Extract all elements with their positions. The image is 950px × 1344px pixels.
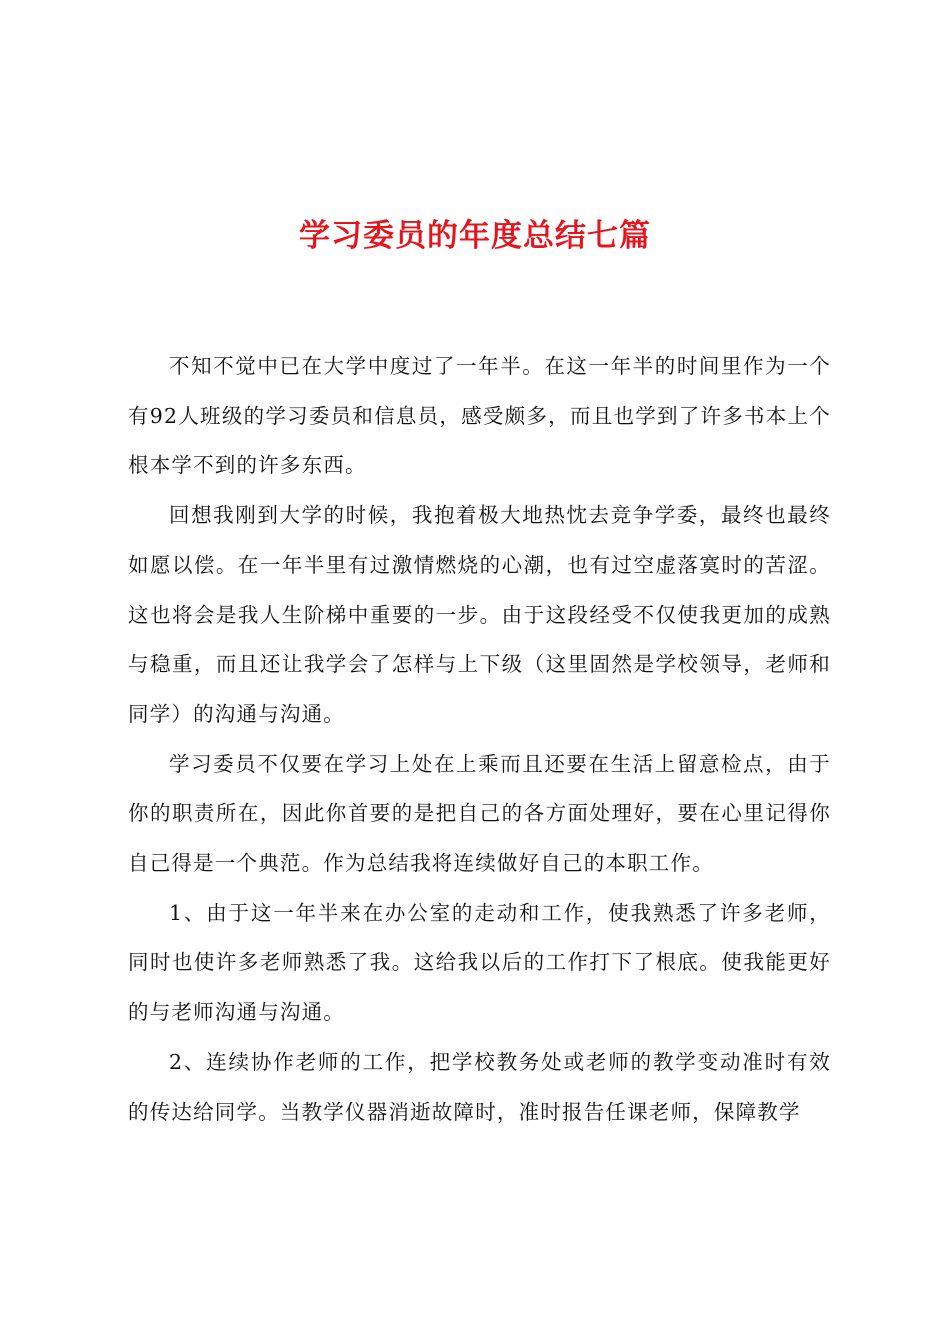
document-title: 学习委员的年度总结七篇	[299, 218, 651, 254]
paragraph-3: 学习委员不仅要在学习上处在上乘而且还要在生活上留意检点，由于你的职责所在，因此你首要的是把自己的各方面处理好，要在心里记得你自己得是一个典范。作为总结我将连续做好自己的本职工作。	[128, 751, 831, 876]
document-body	[128, 342, 831, 1137]
paragraph-4: 1、由于这一年半来在办公室的走动和工作，使我熟悉了许多老师，同时也使许多老师熟悉了我。这给我以后的工作打下了根底。使我能更好的与老师沟通与沟通。	[128, 900, 831, 1025]
paragraph-2: 回想我刚到大学的时候，我抱着极大地热忱去竞争学委，最终也最终如愿以偿。在一年半里有过激情燃烧的心潮，也有过空虚落寞时的苦涩。这也将会是我人生阶梯中重要的一步。由于这段经受不仅使我更加的成熟与稳重，而且还让我学会了怎样与上下级（这里固然是学校领导，老师和同学）的沟通与沟通。	[128, 503, 831, 726]
paragraph-5: 2、连续协作老师的工作，把学校教务处或老师的教学变动准时有效的传达给同学。当教学仪器消逝故障时，准时报告任课老师，保障教学	[128, 1049, 831, 1124]
paragraph-1: 不知不觉中已在大学中度过了一年半。在这一年半的时间里作为一个有92人班级的学习委员和信息员，感受颇多，而且也学到了许多书本上个根本学不到的许多东西。	[128, 354, 831, 478]
